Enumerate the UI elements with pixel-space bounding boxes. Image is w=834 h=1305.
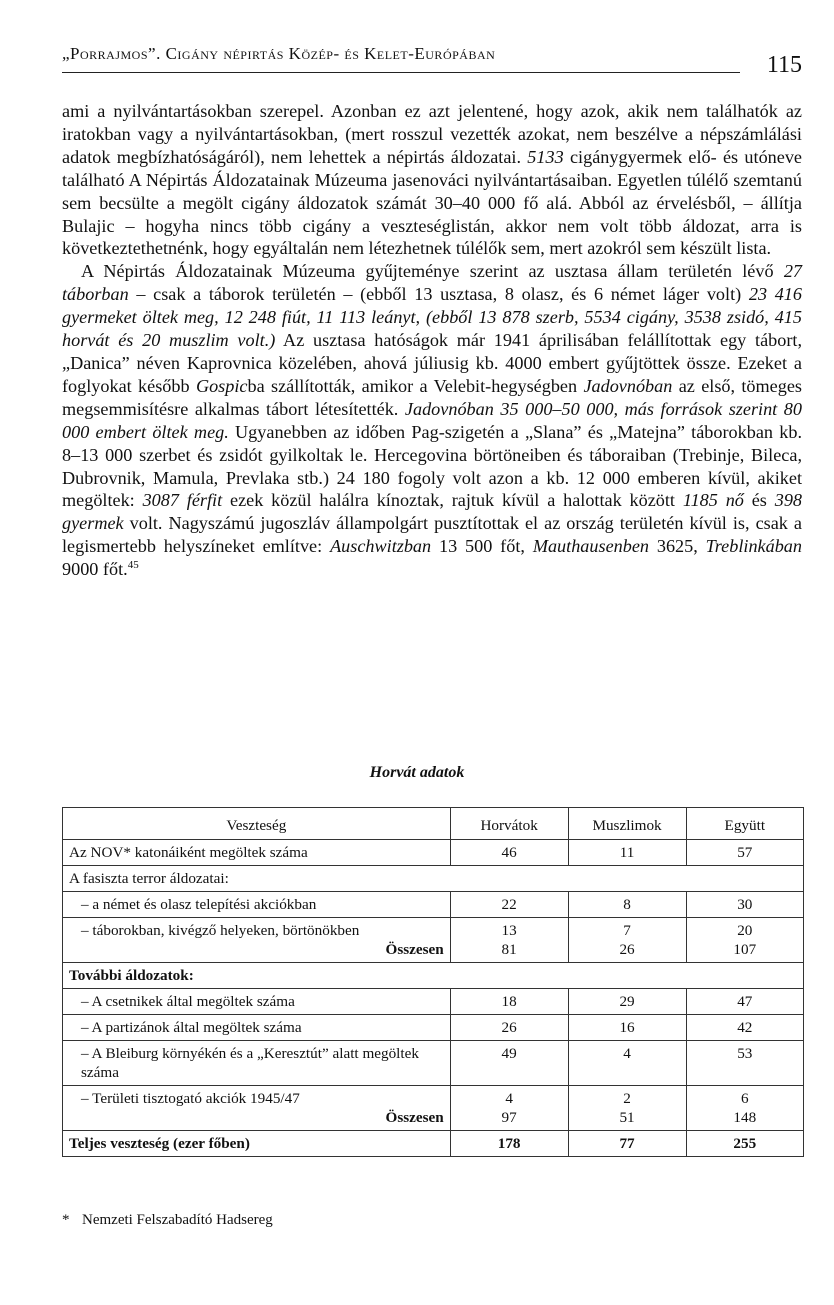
row-label-cell (63, 1086, 451, 1131)
value-cell (686, 892, 803, 918)
value-cell (568, 1015, 686, 1041)
table-row (63, 918, 804, 963)
italic-run: Treblinkában (705, 536, 802, 557)
table-caption: Horvát adatok (369, 764, 465, 781)
row-label: – táborokban, kivégző helyeken, börtönökben (81, 922, 360, 939)
cell-value: 53 (737, 1045, 753, 1062)
italic-run: Jadovnóban (583, 375, 673, 396)
row-label: – A Bleiburg környékén és a „Keresztút” alatt megöltek száma (81, 1045, 419, 1081)
table-row (63, 963, 804, 989)
row-label-cell (63, 918, 451, 963)
cell-value: 6 (741, 1090, 749, 1107)
value-cell (686, 1041, 803, 1086)
row-label-cell (63, 866, 804, 892)
cell-value: 26 (501, 1019, 517, 1036)
value-cell (568, 1041, 686, 1086)
table-row (63, 1041, 804, 1086)
value-cell (450, 989, 568, 1015)
value-cell (686, 989, 803, 1015)
value-cell (568, 1086, 686, 1131)
table-row (63, 1131, 804, 1157)
italic-run: 27 táborban (62, 261, 802, 305)
row-label-cell (63, 892, 451, 918)
italic-run: 398 gyermek (62, 490, 802, 534)
subtotal-value: 107 (733, 941, 757, 958)
cell-value: 42 (737, 1019, 753, 1036)
row-label-cell (63, 989, 451, 1015)
value-cell (450, 1041, 568, 1086)
text-run: Az usztasa hatóságok már 1941 áprilisában felállítottak egy tábort, „Danica” néven Kaprovnica közelében, ahová júliusig kb. 4000 embert gyűjtöttek össze. Ezeket a foglyokat később (62, 330, 802, 396)
italic-run: 5133 (527, 146, 564, 167)
text-run: 3625, (649, 536, 706, 557)
text-run: cigánygyermek elő- és utóneve található A Népirtás Áldozatainak Múzeuma jasenováci nyilvántartásaiban. Egyetlen túlélő szemtanú sem becsülte a megölt cigány áldozatok számát 30–40 000 fő alá. Abból az érvelésből, – állítja Bulajic – hogyha nincs több cigány a veszteséglistán, akkor nem volt több áldozat, arra is következtethetnénk, hogy egyáltalán nem létezhetnek túlélők sem, mert azokról sem készült lista. (62, 146, 803, 259)
body-text (62, 100, 802, 581)
row-label: Teljes veszteség (ezer főben) (69, 1135, 250, 1152)
value-cell (450, 840, 568, 866)
cell-value: 47 (737, 993, 753, 1010)
cell-value: 22 (501, 896, 517, 913)
table-row (63, 1015, 804, 1041)
value-cell (450, 1086, 568, 1131)
text-run: Ugyanebben az időben Pag-szigetén a „Slana” és „Matejna” táborokban kb. 8–13 000 szerbet és zsidót gyilkoltak le. Hercegovina börtöneiben és táboraiban (Trebinje, Bileca, Dubrovnik, Mamula, Prevlaka stb.) 24 180 fogoly volt azon a kb. 12 000 emberen kívül, akiket megöltek: (62, 421, 802, 511)
subtotal-value: 97 (501, 1109, 517, 1126)
cell-value: 2 (623, 1090, 631, 1107)
value-cell (568, 840, 686, 866)
cell-value: 4 (505, 1090, 513, 1107)
value-cell (568, 1131, 686, 1157)
value-cell (568, 989, 686, 1015)
text-run: – csak a táborok területén – (ebből 13 usztasa, 8 olasz, és 6 német láger volt) (128, 284, 749, 305)
subtotal-label: Összesen (385, 941, 444, 958)
table-row (63, 989, 804, 1015)
row-label-cell (63, 963, 804, 989)
row-label-cell (63, 1041, 451, 1086)
cell-value: 29 (619, 993, 635, 1010)
value-cell (450, 1015, 568, 1041)
table-row (63, 892, 804, 918)
text-run: A Népirtás Áldozatainak Múzeuma gyűjteménye szerint az usztasa állam területén lévő (81, 261, 784, 282)
paragraph-2 (62, 260, 802, 581)
value-cell (450, 918, 568, 963)
running-header-title: „Porrajmos”. Cigány népirtás Közép- és Kelet-Európában (62, 44, 496, 63)
table-body (63, 840, 804, 1157)
subtotal-value: 26 (619, 941, 635, 958)
running-header (62, 44, 802, 84)
cell-value: 7 (623, 922, 631, 939)
text-run: 13 500 főt, (431, 536, 533, 557)
value-cell (686, 1086, 803, 1131)
row-label: Az NOV* katonáiként megöltek száma (69, 844, 308, 861)
text-run: ezek közül halálra kínoztak, rajtuk kívül a halottak között (222, 490, 683, 511)
row-label: – a német és olasz telepítési akciókban (81, 896, 317, 913)
loss-table (62, 807, 804, 1157)
value-cell (686, 840, 803, 866)
row-label-cell (63, 1015, 451, 1041)
value-cell (568, 892, 686, 918)
text-run: és (743, 490, 775, 511)
table-header-row (63, 808, 804, 840)
value-cell (686, 1131, 803, 1157)
cell-value: 11 (619, 844, 635, 861)
subtotal-value: 51 (619, 1109, 635, 1126)
cell-value: 255 (733, 1135, 757, 1152)
cell-value: 18 (501, 993, 517, 1010)
value-cell (686, 1015, 803, 1041)
subtotal-label: Összesen (385, 1109, 444, 1126)
value-cell (686, 918, 803, 963)
italic-run: Jadovnóban 35 000–50 000, más források szerint 80 000 embert öltek meg. (62, 398, 802, 442)
value-cell (568, 918, 686, 963)
footnote-text: Nemzeti Felszabadító Hadsereg (82, 1212, 273, 1228)
header-rule (62, 72, 740, 73)
header-veszteseg: Veszteség (63, 808, 451, 840)
table-row (63, 1086, 804, 1131)
cell-value: 8 (623, 896, 631, 913)
italic-run: 1185 nő (682, 490, 744, 511)
table-row (63, 866, 804, 892)
text-run: ba szállították, amikor a Velebit-hegységben (247, 375, 584, 396)
header-muszlimok: Muszlimok (568, 808, 686, 840)
row-label-cell (63, 1131, 451, 1157)
row-label: A fasiszta terror áldozatai: (69, 870, 229, 887)
row-label-cell (63, 840, 451, 866)
page-number: 115 (766, 52, 802, 78)
footnote (62, 1212, 273, 1229)
cell-value: 57 (737, 844, 753, 861)
cell-value: 4 (623, 1045, 631, 1062)
cell-value: 46 (501, 844, 517, 861)
footnote-reference: 45 (127, 559, 139, 572)
cell-value: 49 (501, 1045, 517, 1062)
italic-run: Gospic (195, 375, 248, 396)
cell-value: 30 (737, 896, 753, 913)
header-horvatok: Horvátok (450, 808, 568, 840)
paragraph-1 (62, 100, 802, 260)
subtotal-value: 81 (501, 941, 517, 958)
header-egyutt: Együtt (686, 808, 803, 840)
footnote-marker: * (62, 1212, 70, 1228)
cell-value: 16 (619, 1019, 635, 1036)
text-run: volt. Nagyszámú jugoszláv állampolgárt pusztítottak el az ország területén kívül is, csak a legismertebb helyszíneket említve: (62, 513, 802, 557)
row-label: – A csetnikek által megöltek száma (81, 993, 295, 1010)
text-run: ami a nyilvántartásokban szerepel. Azonban ez azt jelentené, hogy azok, akik nem találhatók az iratokban vagy a nyilvántartásokban, (mert rosszul vezették azokat, nem beszélve a népszámlálási adatok megbízhatóságáról), nem lehettek a népirtás áldozatai. (62, 101, 802, 167)
italic-run: 3087 férfit (142, 490, 223, 511)
cell-value: 178 (497, 1135, 521, 1152)
italic-run: Mauthausenben (532, 536, 649, 557)
subtotal-value: 148 (733, 1109, 757, 1126)
italic-run: Auschwitzban (330, 536, 432, 557)
text-run: az első, tömeges megsemmisítésre alkalmas tábort létesítették. (62, 375, 802, 419)
row-label: – Területi tisztogató akciók 1945/47 (81, 1090, 300, 1107)
row-label: – A partizánok által megöltek száma (81, 1019, 302, 1036)
table-row (63, 840, 804, 866)
italic-run: 23 416 gyermeket öltek meg, 12 248 fiút, 11 113 leányt, (ebből 13 878 szerb, 5534 cigány, 3538 zsidó, 415 horvát és 20 muszlim volt.) (62, 284, 802, 351)
cell-value: 20 (737, 922, 753, 939)
value-cell (450, 1131, 568, 1157)
row-label: További áldozatok: (69, 967, 194, 984)
text-run: 9000 főt. (62, 559, 128, 580)
value-cell (450, 892, 568, 918)
cell-value: 13 (501, 922, 517, 939)
cell-value: 77 (619, 1135, 635, 1152)
